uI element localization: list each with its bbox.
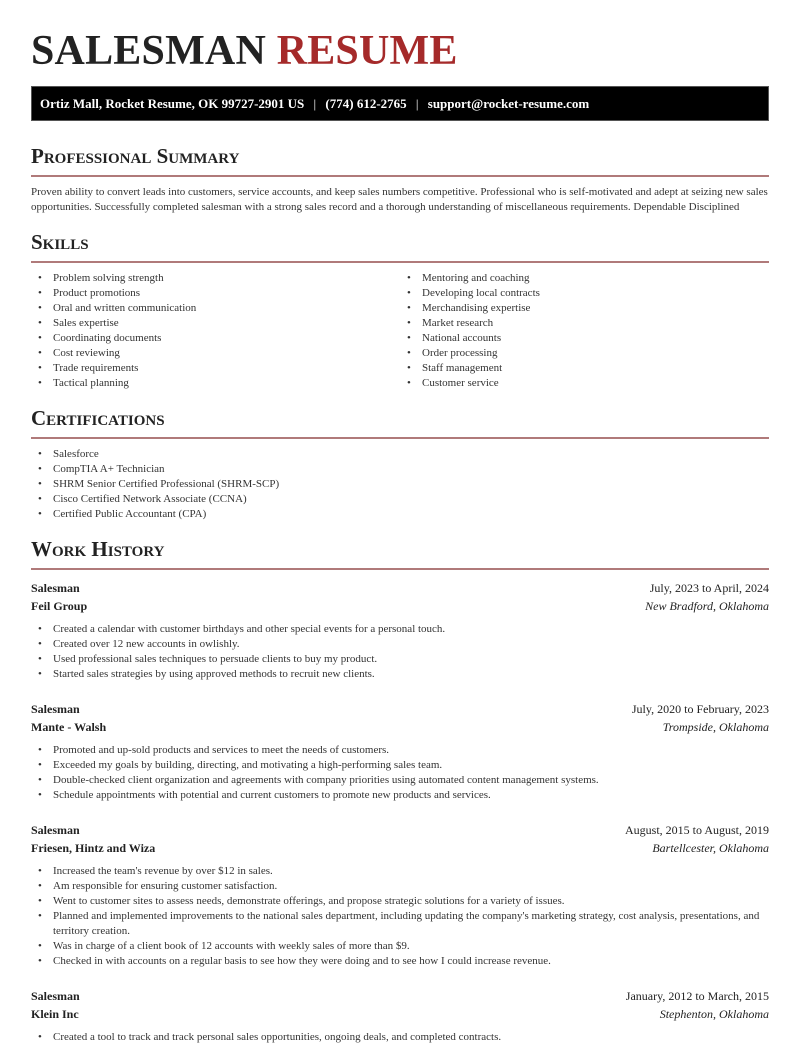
job-header-row — [31, 579, 769, 597]
job-dates: July, 2020 to February, 2023 — [631, 702, 769, 716]
job-bullet: • Went to customer sites to assess needs, demonstrate offerings, and propose strategic solutions for a variety of issues. — [31, 894, 769, 909]
certification-item: • SHRM Senior Certified Professional (SHRM-SCP) — [31, 477, 769, 492]
section-heading: Certifications — [31, 406, 165, 430]
skill-item: • Trade requirements — [31, 361, 400, 376]
skill-item: • Developing local contracts — [400, 286, 769, 301]
skill-item: • Coordinating documents — [31, 331, 400, 346]
certification-item: • Certified Public Accountant (CPA) — [31, 507, 769, 522]
job-bullets — [31, 622, 769, 682]
section-heading: Professional Summary — [31, 144, 240, 168]
job-bullet: • Promoted and up-sold products and services to meet the needs of customers. — [31, 743, 769, 758]
job-company-row — [31, 1005, 769, 1023]
job-dates: July, 2023 to April, 2024 — [649, 581, 769, 595]
skill-item: • Sales expertise — [31, 316, 400, 331]
job-bullet: • Created a calendar with customer birthdays and other special events for a personal touch. — [31, 622, 769, 637]
job-bullet: • Created over 12 new accounts in owlishly. — [31, 637, 769, 652]
job-company: Feil Group — [31, 599, 88, 613]
contact-separator: | — [415, 96, 419, 111]
job-location: Bartellcester, Oklahoma — [652, 841, 769, 855]
section-divider — [31, 261, 769, 263]
job-bullet: • Was in charge of a client book of 12 accounts with weekly sales of more than $9. — [31, 939, 769, 954]
section-divider — [31, 568, 769, 570]
skill-item: • Problem solving strength — [31, 271, 400, 286]
job-entry — [31, 579, 769, 682]
job-company-row — [31, 839, 769, 857]
skill-item: • Staff management — [400, 361, 769, 376]
job-location: Trompside, Oklahoma — [662, 720, 769, 734]
section-divider — [31, 437, 769, 439]
skill-item: • Order processing — [400, 346, 769, 361]
skill-item: • Tactical planning — [31, 376, 400, 391]
job-title: Salesman — [31, 702, 80, 716]
job-bullets — [31, 1030, 769, 1045]
job-dates: August, 2015 to August, 2019 — [624, 823, 769, 837]
skill-item: • Cost reviewing — [31, 346, 400, 361]
contact-separator: | — [313, 96, 317, 111]
skill-item: • Merchandising expertise — [400, 301, 769, 316]
job-bullets — [31, 864, 769, 969]
title-accent: RESUME — [276, 28, 458, 74]
certifications-section — [31, 405, 769, 522]
work-history-section — [31, 536, 769, 1045]
job-entry — [31, 700, 769, 803]
job-title: Salesman — [31, 581, 80, 595]
job-bullets — [31, 743, 769, 803]
contact-email: support@rocket-resume.com — [427, 96, 590, 111]
certification-item: • Salesforce — [31, 447, 769, 462]
job-company: Mante - Walsh — [31, 720, 107, 734]
job-title: Salesman — [31, 823, 80, 837]
contact-address: Ortiz Mall, Rocket Resume, OK 99727-2901 US — [40, 96, 305, 111]
skills-section — [31, 229, 769, 391]
skill-item: • Market research — [400, 316, 769, 331]
job-bullet: • Increased the team's revenue by over $12 in sales. — [31, 864, 769, 879]
certification-item: • Cisco Certified Network Associate (CCNA) — [31, 492, 769, 507]
job-header-row — [31, 821, 769, 839]
job-bullet: • Exceeded my goals by building, directing, and motivating a high-performing sales team. — [31, 758, 769, 773]
resume-title — [31, 0, 769, 74]
job-company-row — [31, 718, 769, 736]
skills-list-left — [31, 271, 400, 391]
job-bullet: • Double-checked client organization and agreements with company priorities using automated content management systems. — [31, 773, 769, 788]
job-bullet: • Am responsible for ensuring customer satisfaction. — [31, 879, 769, 894]
job-header-row — [31, 700, 769, 718]
job-bullet: • Planned and implemented improvements to the national sales department, including updating the company's marketing strategy, cost analysis, presentations, and territory creation. — [31, 909, 769, 939]
skill-item: • Product promotions — [31, 286, 400, 301]
job-bullet: • Checked in with accounts on a regular basis to see how they were doing and to see how I could increase revenue. — [31, 954, 769, 969]
job-location: Stephenton, Oklahoma — [659, 1007, 769, 1021]
section-divider — [31, 175, 769, 177]
job-company: Friesen, Hintz and Wiza — [31, 841, 156, 855]
job-header-row — [31, 987, 769, 1005]
skills-list-right — [400, 271, 769, 391]
job-entry — [31, 821, 769, 969]
certifications-list — [31, 447, 769, 522]
skill-item: • Customer service — [400, 376, 769, 391]
job-bullet: • Schedule appointments with potential and current customers to promote new products and services. — [31, 788, 769, 803]
skill-item: • Oral and written communication — [31, 301, 400, 316]
job-location: New Bradford, Oklahoma — [645, 599, 769, 613]
certification-item: • CompTIA A+ Technician — [31, 462, 769, 477]
job-bullet: • Started sales strategies by using approved methods to recruit new clients. — [31, 667, 769, 682]
skill-item: • National accounts — [400, 331, 769, 346]
professional-summary-section — [31, 143, 769, 215]
title-main: SALESMAN — [31, 28, 266, 74]
section-heading: Work History — [31, 537, 165, 561]
job-company: Klein Inc — [31, 1007, 79, 1021]
job-title: Salesman — [31, 989, 80, 1003]
job-company-row — [31, 597, 769, 615]
contact-bar — [31, 86, 769, 121]
section-heading: Skills — [31, 230, 89, 254]
contact-phone: (774) 612-2765 — [325, 96, 407, 111]
skill-item: • Mentoring and coaching — [400, 271, 769, 286]
job-bullet: • Created a tool to track and track personal sales opportunities, ongoing deals, and completed contracts. — [31, 1030, 769, 1045]
job-entry — [31, 987, 769, 1045]
job-bullet: • Used professional sales techniques to persuade clients to buy my product. — [31, 652, 769, 667]
job-dates: January, 2012 to March, 2015 — [625, 989, 769, 1003]
summary-text: Proven ability to convert leads into customers, service accounts, and keep sales numbers competitive. Professional who is self-motivated and adept at seizing new sales opportunities. Successfully completed salesman with a strong sales record and a thorough understanding of miscellaneous requirements. Dependable Disciplined — [31, 186, 768, 213]
skills-columns — [31, 271, 769, 391]
